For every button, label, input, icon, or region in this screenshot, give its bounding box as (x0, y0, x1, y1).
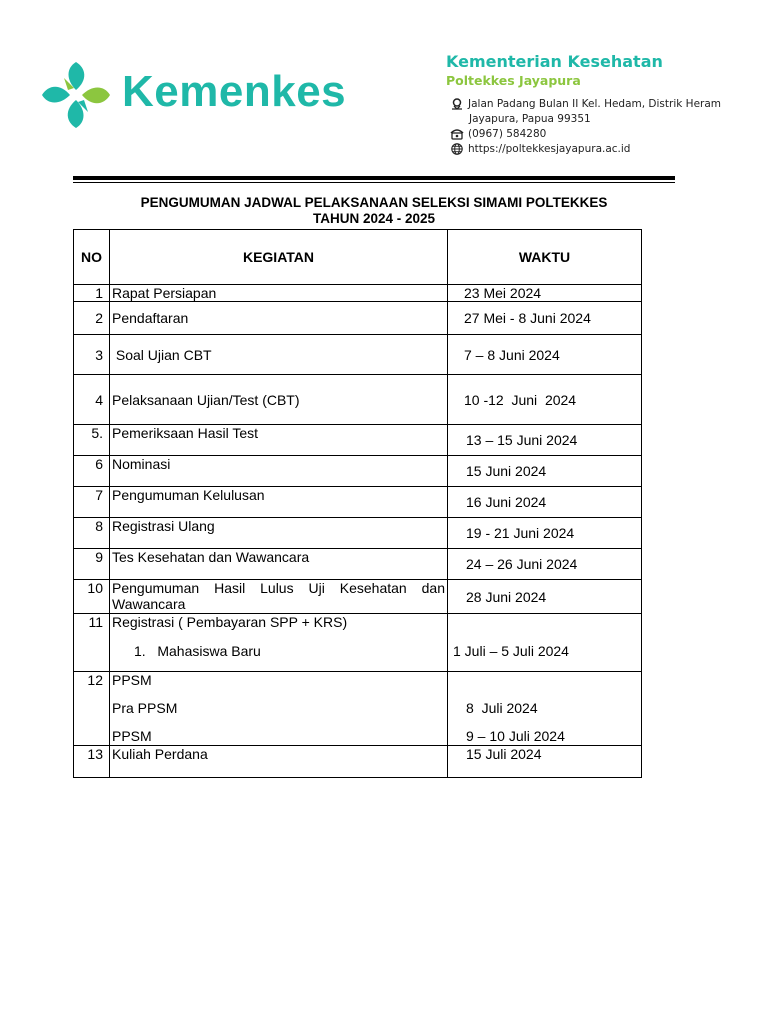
row-no: 12 (74, 672, 110, 746)
row-no: 8 (74, 518, 110, 549)
org-subtitle: Poltekkes Jayapura (446, 73, 581, 88)
row-no: 7 (74, 487, 110, 518)
row-kegiatan: Pengumuman Hasil Lulus Uji Kesehatan dan Wawancara (110, 580, 448, 614)
row-kegiatan: Soal Ujian CBT (110, 335, 448, 375)
row-no: 9 (74, 549, 110, 580)
row-no: 10 (74, 580, 110, 614)
table-row (74, 285, 642, 302)
row-no: 4 (74, 375, 110, 425)
row-kegiatan-main: Registrasi ( Pembayaran SPP + KRS) (112, 614, 348, 630)
row-kegiatan: Nominasi (110, 456, 448, 487)
row-sub-item: PPSM (112, 728, 152, 744)
announcement-year: TAHUN 2024 - 2025 (312, 211, 436, 226)
table-row (74, 672, 642, 746)
header-divider (73, 176, 675, 180)
phone-line (450, 128, 546, 140)
row-no: 5. (74, 425, 110, 456)
header-kegiatan: KEGIATAN (110, 230, 448, 285)
table-row (74, 614, 642, 672)
row-kegiatan-main: PPSM (112, 672, 152, 688)
phone-icon (450, 128, 464, 140)
table-row (74, 549, 642, 580)
table-row (74, 487, 642, 518)
row-kegiatan (110, 614, 448, 672)
table-row (74, 518, 642, 549)
row-waktu: 15 Juni 2024 (448, 456, 642, 487)
website-url[interactable]: https://poltekkesjayapura.ac.id (468, 143, 631, 155)
row-waktu: 28 Juni 2024 (448, 580, 642, 614)
address-line2: Jayapura, Papua 99351 (469, 113, 591, 125)
row-waktu: 10 -12 Juni 2024 (448, 375, 642, 425)
row-kegiatan: Rapat Persiapan (110, 285, 448, 302)
header-waktu: WAKTU (448, 230, 642, 285)
row-kegiatan (110, 672, 448, 746)
row-no: 13 (74, 746, 110, 778)
row-waktu: 13 – 15 Juni 2024 (448, 425, 642, 456)
website-line (450, 143, 630, 155)
row-kegiatan: Pemeriksaan Hasil Test (110, 425, 448, 456)
phone-number: (0967) 584280 (468, 128, 547, 140)
table-row (74, 302, 642, 335)
row-waktu-1: 8 Juli 2024 (466, 700, 538, 716)
row-no: 3 (74, 335, 110, 375)
table-header-row (74, 230, 642, 285)
row-waktu: 19 - 21 Juni 2024 (448, 518, 642, 549)
table-row (74, 580, 642, 614)
schedule-table (73, 229, 642, 778)
row-waktu: 27 Mei - 8 Juni 2024 (448, 302, 642, 335)
row-waktu: 24 – 26 Juni 2024 (448, 549, 642, 580)
row-waktu: 23 Mei 2024 (448, 285, 642, 302)
header-no: NO (74, 230, 110, 285)
row-kegiatan: Pelaksanaan Ujian/Test (CBT) (110, 375, 448, 425)
table-row (74, 456, 642, 487)
logo-wordmark: Kemenkes (122, 67, 347, 116)
row-kegiatan: Pengumuman Kelulusan (110, 487, 448, 518)
row-kegiatan: Registrasi Ulang (110, 518, 448, 549)
row-no: 2 (74, 302, 110, 335)
row-kegiatan: Tes Kesehatan dan Wawancara (110, 549, 448, 580)
table-row (74, 375, 642, 425)
row-waktu: 16 Juni 2024 (448, 487, 642, 518)
row-sub-item: 1. Mahasiswa Baru (134, 643, 261, 659)
row-kegiatan: Pendaftaran (110, 302, 448, 335)
row-no: 6 (74, 456, 110, 487)
row-kegiatan: Kuliah Perdana (110, 746, 448, 778)
address-line1: Jalan Padang Bulan II Kel. Hedam, Distrik Heram (468, 98, 722, 110)
row-waktu-2: 9 – 10 Juli 2024 (466, 728, 565, 744)
header-divider-thin (73, 182, 675, 183)
table-row (74, 746, 642, 778)
row-no: 1 (74, 285, 110, 302)
row-no: 11 (74, 614, 110, 672)
location-pin-icon (450, 98, 464, 110)
row-waktu: 1 Juli – 5 Juli 2024 (448, 614, 642, 672)
row-waktu: 7 – 8 Juni 2024 (448, 335, 642, 375)
table-row (74, 425, 642, 456)
announcement-title: PENGUMUMAN JADWAL PELAKSANAAN SELEKSI SIMAMI POLTEKKES (140, 195, 608, 210)
kemenkes-logo-icon (40, 60, 112, 135)
table-row (74, 335, 642, 375)
org-title: Kementerian Kesehatan (446, 52, 663, 71)
row-waktu (448, 672, 642, 746)
row-sub-item: Pra PPSM (112, 700, 178, 716)
row-waktu: 15 Juli 2024 (448, 746, 642, 778)
globe-icon (450, 143, 464, 155)
address-line (450, 98, 721, 110)
